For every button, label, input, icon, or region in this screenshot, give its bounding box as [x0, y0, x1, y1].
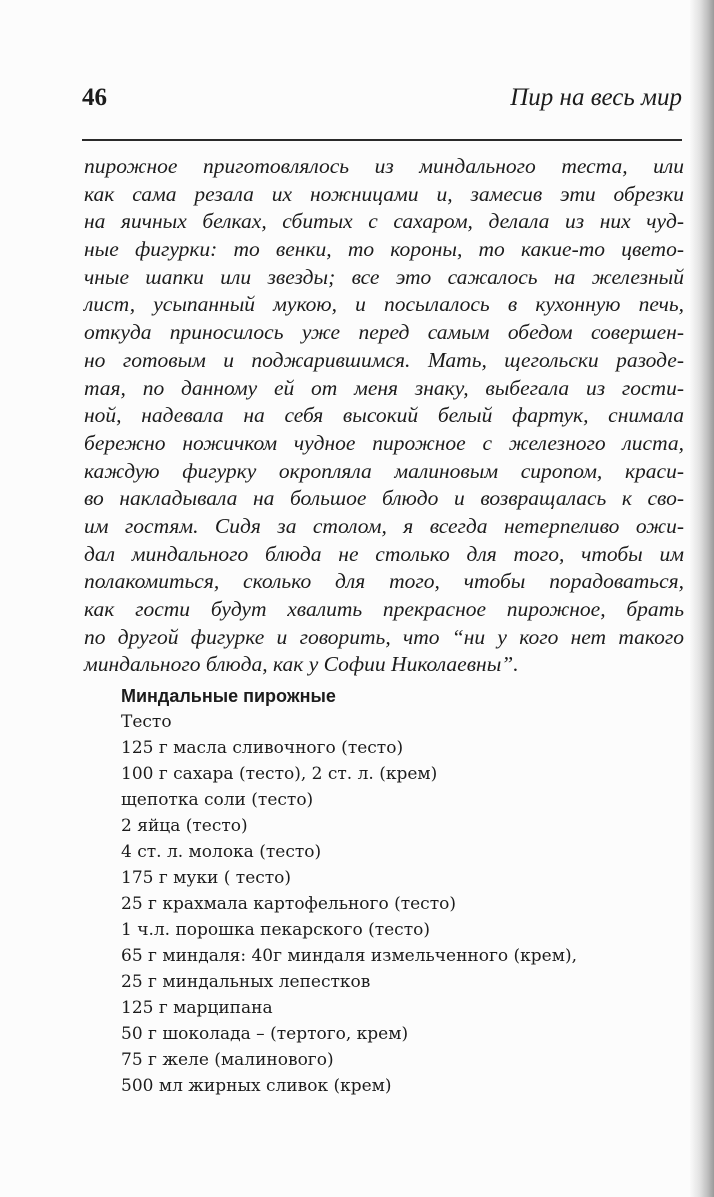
- prose-line: по другой фигурке и говорить, что “ни у кого нет такого: [84, 624, 684, 649]
- ingredient-line: 4 ст. л. молока (тесто): [121, 842, 322, 862]
- prose-line: ные фигурки: то венки, то короны, то какие-то цвето-: [84, 237, 684, 262]
- ingredient-line: 25 г крахмала картофельного (тесто): [121, 894, 456, 914]
- page-edge-shadow: [690, 0, 714, 1197]
- prose-line: дал миндального блюда не столько для того, чтобы им: [84, 541, 684, 566]
- ingredient-line: 500 мл жирных сливок (крем): [121, 1076, 392, 1096]
- prose-line: чные шапки или звезды; все это сажалось на железный: [84, 264, 684, 289]
- prose-line: полакомиться, сколько для того, чтобы порадоваться,: [84, 569, 684, 594]
- recipe-block: [121, 684, 681, 1099]
- running-title: Пир на весь мир: [510, 84, 682, 111]
- ingredient-line: 1 ч.л. порошка пекарского (тесто): [121, 920, 430, 940]
- ingredient-line: щепотка соли (тесто): [121, 790, 314, 810]
- page-header: [82, 84, 682, 118]
- ingredient-line: 125 г масла сливочного (тесто): [121, 738, 404, 758]
- prose-line: миндального блюда, как у Софии Николаевны”.: [84, 652, 519, 677]
- ingredient-line: 75 г желе (малинового): [121, 1050, 334, 1070]
- ingredient-line: Тесто: [121, 712, 172, 732]
- ingredient-line: 65 г миндаля: 40г миндаля измельченного (крем),: [121, 946, 577, 966]
- ingredient-line: 25 г миндальных лепестков: [121, 972, 371, 992]
- ingredient-line: 125 г марципана: [121, 998, 273, 1018]
- prose-line: но готовым и поджарившимся. Мать, щегольски разоде-: [84, 347, 684, 372]
- ingredient-list: [121, 709, 681, 1099]
- prose-line: им гостям. Сидя за столом, я всегда нетерпеливо ожи-: [84, 513, 684, 538]
- header-rule: [82, 139, 682, 141]
- prose-line: на яичных белках, сбитых с сахаром, делала из них чуд-: [84, 209, 684, 234]
- page-number: 46: [82, 84, 107, 111]
- prose-line: бережно ножичком чудное пирожное с железного листа,: [84, 430, 684, 455]
- prose-line: пирожное приготовлялось из миндального теста, или: [84, 154, 684, 178]
- prose-line: каждую фигурку окропляла малиновым сиропом, краси-: [84, 458, 684, 483]
- ingredient-line: 2 яйца (тесто): [121, 816, 248, 836]
- prose-paragraph: [84, 153, 684, 679]
- prose-line: откуда приносилось уже перед самым обедом совершен-: [84, 320, 684, 345]
- prose-line: как сама резала их ножницами и, замесив эти обрезки: [84, 181, 684, 206]
- ingredient-line: 50 г шоколада – (тертого, крем): [121, 1024, 409, 1044]
- recipe-title: Миндальные пирожные: [121, 686, 336, 706]
- prose-line: тая, по данному ей от меня знаку, выбегала из гости-: [84, 375, 684, 400]
- prose-line: ной, надевала на себя высокий белый фартук, снимала: [84, 403, 684, 428]
- prose-line: во накладывала на большое блюдо и возвращалась к сво-: [84, 486, 684, 511]
- prose-line: лист, усыпанный мукою, и посылалось в кухонную печь,: [84, 292, 684, 317]
- prose-line: как гости будут хвалить прекрасное пирожное, брать: [84, 597, 684, 621]
- ingredient-line: 175 г муки ( тесто): [121, 868, 292, 888]
- ingredient-line: 100 г сахара (тесто), 2 ст. л. (крем): [121, 764, 438, 784]
